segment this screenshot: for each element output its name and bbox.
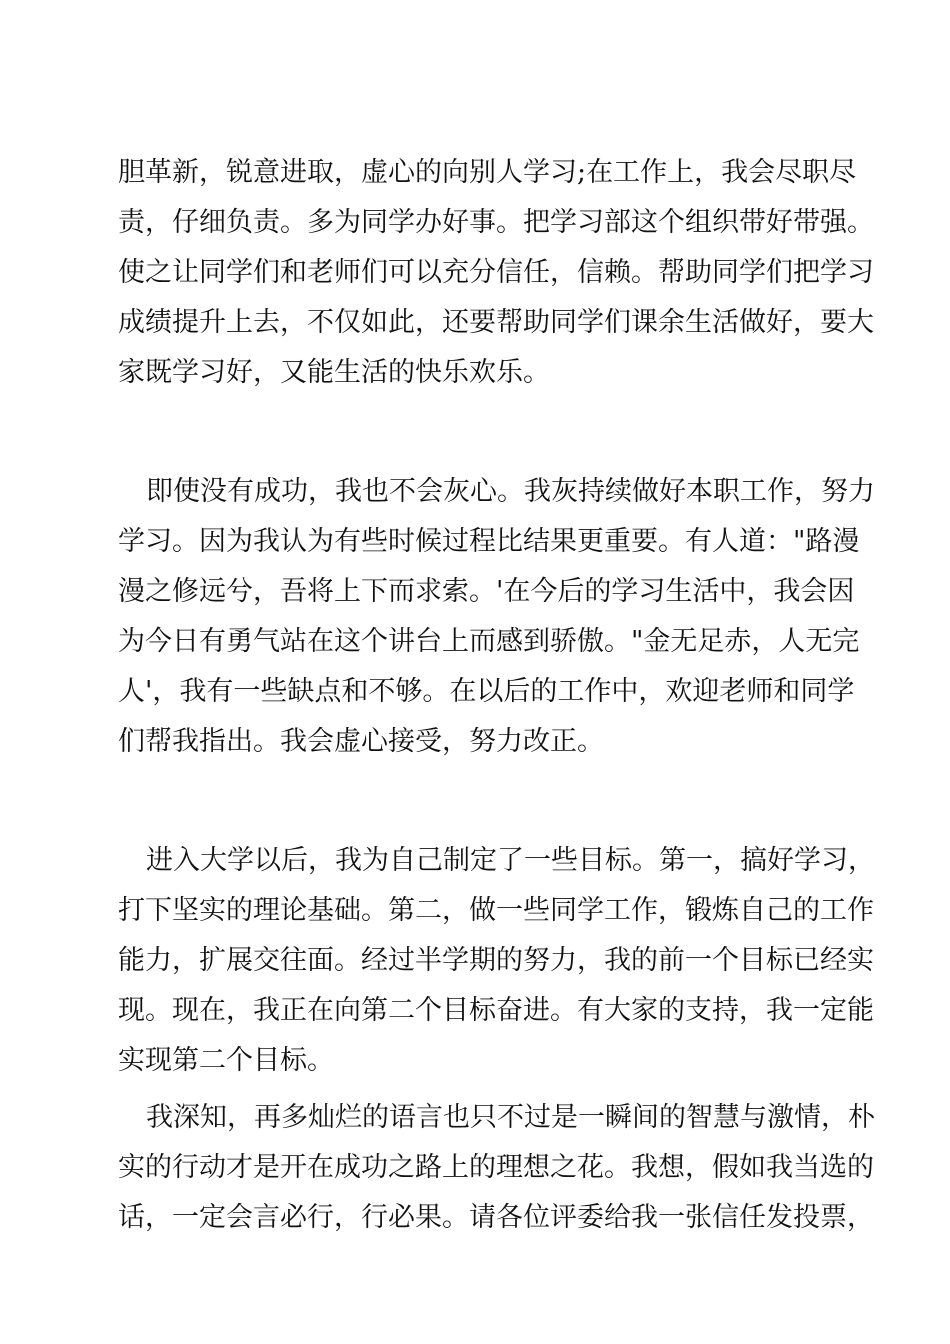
paragraph-line: 现。现在，我正在向第二个目标奋进。有大家的支持，我一定能 bbox=[118, 995, 874, 1026]
paragraph-line: 进入大学以后，我为自己制定了一些目标。第一，搞好学习， bbox=[146, 845, 875, 876]
paragraph-line: 打下坚实的理论基础。第二，做一些同学工作，锻炼自己的工作 bbox=[118, 895, 874, 926]
paragraph-line: 我深知，再多灿烂的语言也只不过是一瞬间的智慧与激情，朴 bbox=[146, 1102, 875, 1133]
paragraph-line: 即使没有成功，我也不会灰心。我灰持续做好本职工作，努力 bbox=[146, 476, 875, 507]
paragraph-line: 们帮我指出。我会虚心接受，努力改正。 bbox=[118, 726, 604, 757]
paragraph-line: 家既学习好，又能生活的快乐欢乐。 bbox=[118, 357, 550, 388]
paragraph-line: 实的行动才是开在成功之路上的理想之花。我想，假如我当选的 bbox=[118, 1152, 874, 1183]
paragraph-line: 人'，我有一些缺点和不够。在以后的工作中，欢迎老师和同学 bbox=[118, 676, 855, 707]
paragraph-line: 为今日有勇气站在这个讲台上而感到骄傲。"金无足赤，人无完 bbox=[118, 626, 860, 657]
paragraph-line: 使之让同学们和老师们可以充分信任，信赖。帮助同学们把学习 bbox=[118, 257, 874, 288]
paragraph-line: 责，仔细负责。多为同学办好事。把学习部这个组织带好带强。 bbox=[118, 207, 874, 238]
paragraph-line: 话，一定会言必行，行必果。请各位评委给我一张信任发投票， bbox=[118, 1202, 874, 1233]
paragraph-line: 实现第二个目标。 bbox=[118, 1045, 334, 1076]
paragraph-line: 能力，扩展交往面。经过半学期的努力，我的前一个目标已经实 bbox=[118, 945, 874, 976]
paragraph-line: 成绩提升上去，不仅如此，还要帮助同学们课余生活做好，要大 bbox=[118, 307, 874, 338]
paragraph-line: 胆革新，锐意进取，虚心的向别人学习;在工作上，我会尽职尽 bbox=[118, 157, 857, 188]
paragraph-line: 漫之修远兮，吾将上下而求索。'在今后的学习生活中，我会因 bbox=[118, 576, 855, 607]
paragraph-line: 学习。因为我认为有些时候过程比结果更重要。有人道："路漫 bbox=[118, 526, 860, 557]
